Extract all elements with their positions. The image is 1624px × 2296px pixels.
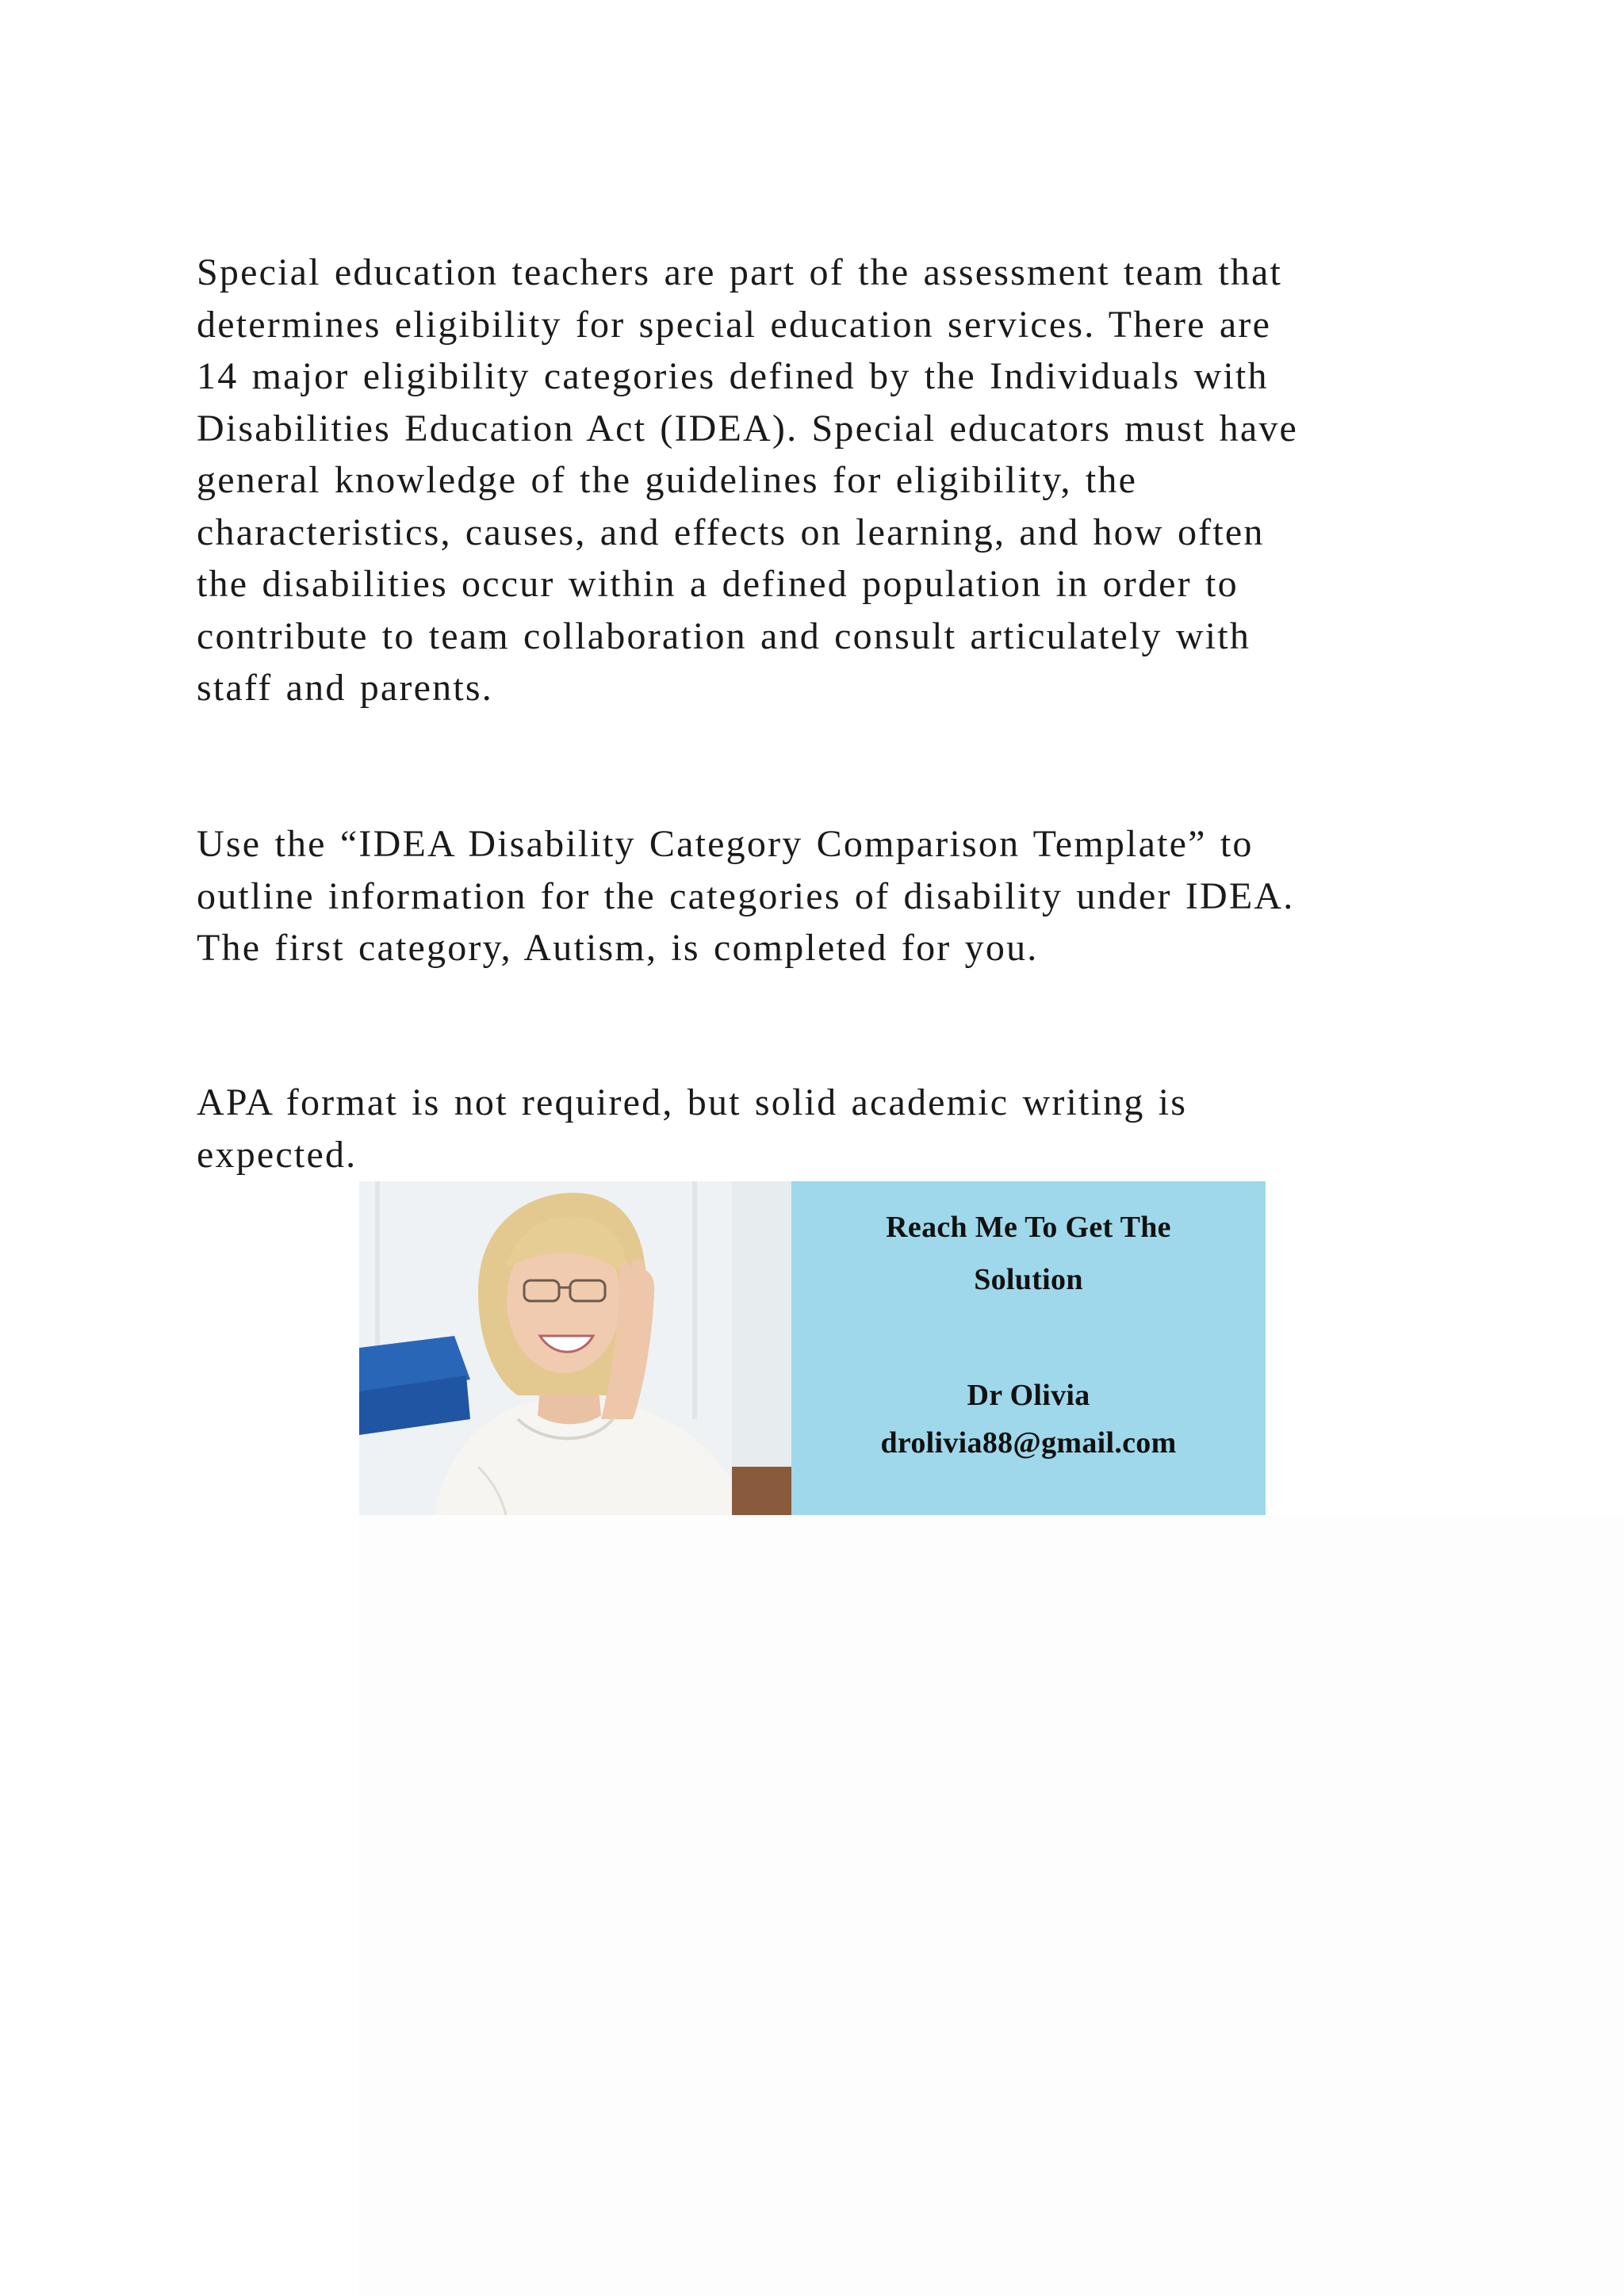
text-line: APA format is not required, but solid academic writing is (197, 1081, 1188, 1123)
ad-headline: Reach Me To Get The (886, 1211, 1171, 1244)
text-line: expected. (197, 1133, 358, 1176)
text-line: contribute to team collaboration and consult articulately with (197, 614, 1251, 657)
text-line: 14 major eligibility categories defined by the Individuals with (197, 355, 1269, 397)
text-line: staff and parents. (197, 667, 493, 709)
text-line: Special education teachers are part of the assessment team that (197, 251, 1283, 293)
paragraph-intro (197, 247, 1450, 714)
contact-ad-banner (359, 1181, 1266, 1515)
text-line: the disabilities occur within a defined population in order to (197, 563, 1239, 605)
paragraph-format-note (197, 1077, 1450, 1181)
text-line: Use the “IDEA Disability Category Comparison Template” to (197, 823, 1254, 865)
contact-info-panel (791, 1181, 1266, 1515)
ad-headline-continued: Solution (974, 1263, 1083, 1296)
blank-image-area (359, 1515, 1624, 2296)
text-line: outline information for the categories of disability under IDEA. (197, 874, 1295, 917)
contact-name: Dr Olivia (967, 1379, 1090, 1412)
paragraph-instructions (197, 818, 1450, 974)
photo-illustration (359, 1181, 791, 1515)
text-line: characteristics, causes, and effects on learning, and how often (197, 511, 1265, 553)
woman-with-glasses-photo (359, 1181, 791, 1515)
text-line: determines eligibility for special education services. There are (197, 303, 1272, 346)
text-line: Disabilities Education Act (IDEA). Special educators must have (197, 407, 1299, 450)
contact-email: drolivia88@gmail.com (880, 1426, 1177, 1460)
text-line: The first category, Autism, is completed for you. (197, 927, 1039, 969)
text-line: general knowledge of the guidelines for eligibility, the (197, 459, 1138, 501)
